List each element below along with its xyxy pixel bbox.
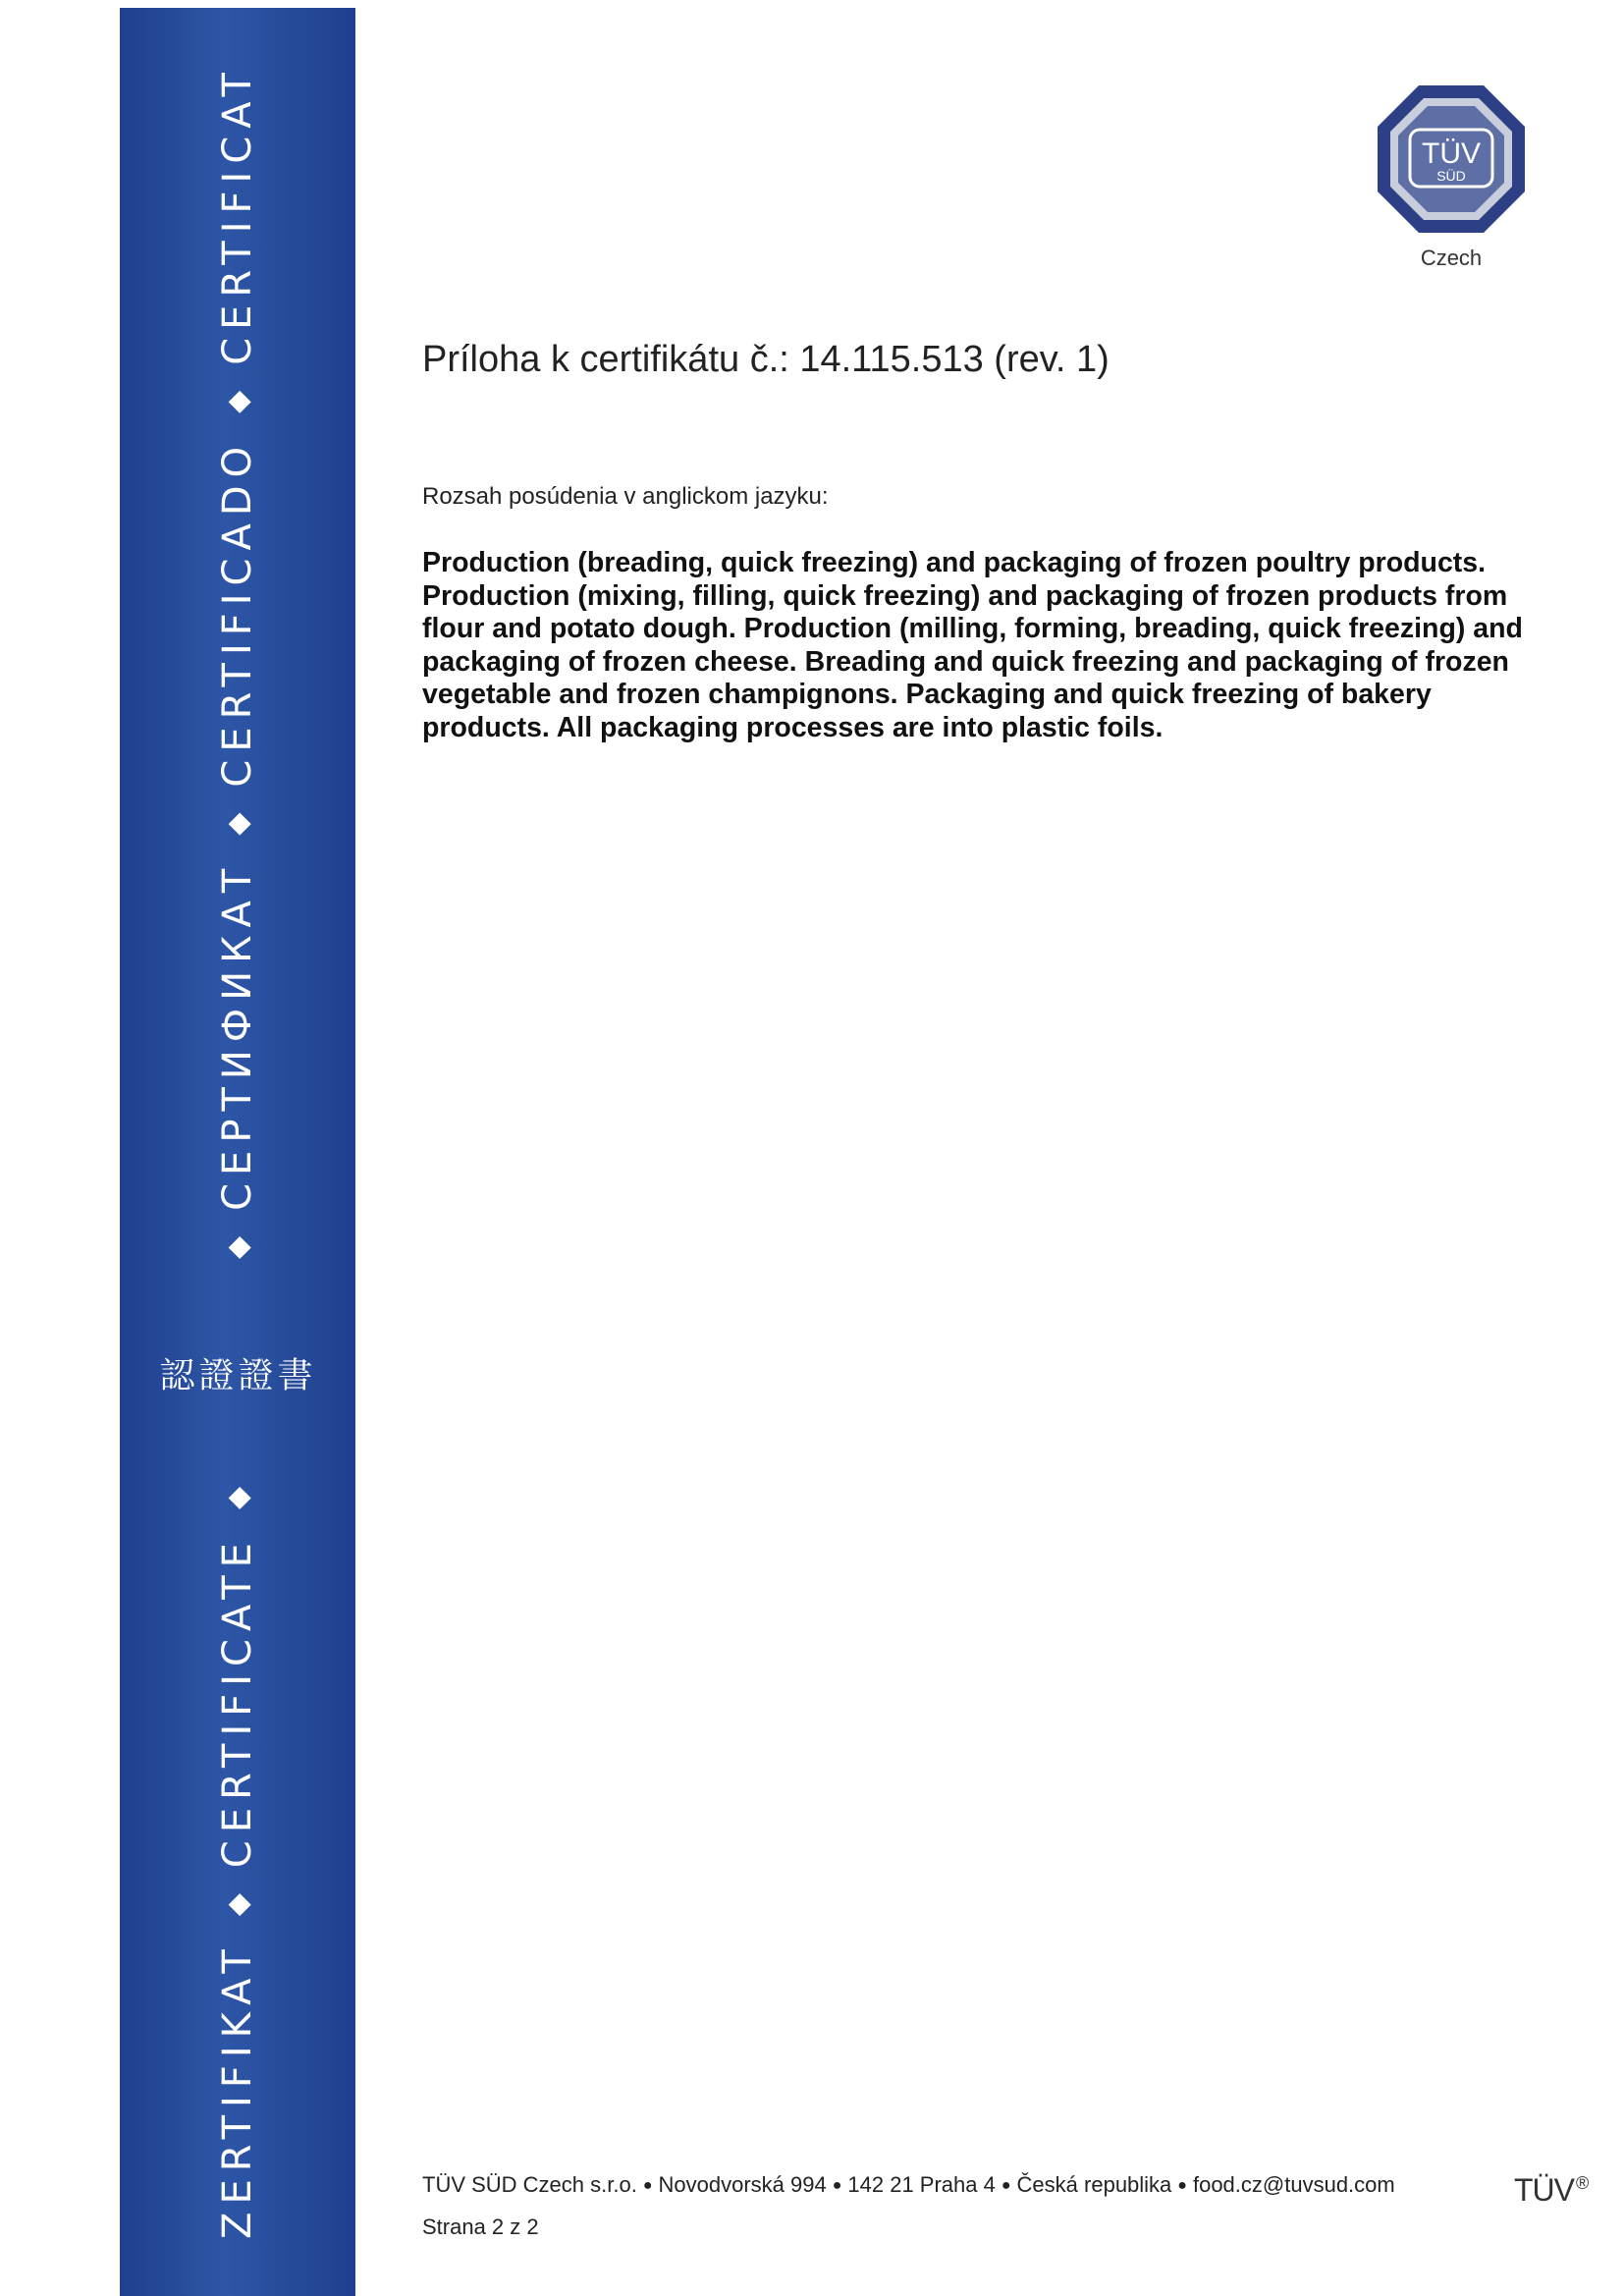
footer-tuv-logo bbox=[1514, 2172, 1588, 2209]
footer-address-part: food.cz@tuvsud.com bbox=[1192, 2172, 1395, 2197]
diamond-separator-icon: ◆ bbox=[220, 390, 255, 413]
sidebar-word: CERTIFICADO bbox=[215, 438, 260, 788]
sidebar-word: 認證證書 bbox=[158, 1355, 317, 1396]
sidebar-band-text bbox=[158, 65, 317, 2239]
diamond-separator-icon: ◆ bbox=[220, 812, 255, 836]
footer-address bbox=[422, 2172, 1395, 2198]
footer-address-part: TÜV SÜD Czech s.r.o. bbox=[422, 2172, 637, 2197]
diamond-separator-icon: ◆ bbox=[220, 1235, 255, 1259]
registered-mark: ® bbox=[1576, 2173, 1589, 2194]
logo-sub-text: SÜD bbox=[1436, 168, 1466, 184]
diamond-separator-icon: ◆ bbox=[220, 1893, 255, 1917]
certificate-sidebar-band bbox=[120, 8, 355, 2296]
sidebar-word: CERTIFICAT bbox=[215, 65, 260, 365]
scope-text: Production (breading, quick freezing) and packaging of frozen poultry products. Production (mixing, filling, quick freezing) and packaging of frozen products from flour and potato dough. Production (milling, forming, breading, quick freezing) and packaging of frozen cheese. Breading and quick freezing and packaging of frozen vegetable and frozen champignons. Packaging and quick freezing of bakery products. All packaging processes are into plastic foils. bbox=[422, 547, 1523, 743]
bullet-separator-icon: ● bbox=[832, 2177, 842, 2195]
sidebar-word: CERTIFICATE bbox=[215, 1535, 260, 1869]
bullet-separator-icon: ● bbox=[642, 2177, 653, 2195]
bullet-separator-icon: ● bbox=[1177, 2177, 1187, 2195]
footer-logo-text: TÜV bbox=[1514, 2172, 1574, 2208]
tuv-sud-logo bbox=[1373, 81, 1530, 238]
page-title: Príloha k certifikátu č.: 14.115.513 (rev. 1) bbox=[422, 339, 1110, 380]
page-number: Strana 2 z 2 bbox=[422, 2214, 539, 2239]
sidebar-word: ZERTIFIKAT bbox=[215, 1941, 260, 2239]
footer-address-part: 142 21 Praha 4 bbox=[847, 2172, 996, 2197]
footer-address-part: Novodvorská 994 bbox=[658, 2172, 827, 2197]
logo-main-text: TÜV bbox=[1422, 137, 1481, 170]
sidebar-word: СЕРТИФИКАТ bbox=[215, 860, 260, 1211]
logo-caption: Czech bbox=[1420, 246, 1483, 270]
diamond-separator-icon: ◆ bbox=[220, 1486, 255, 1510]
footer-address-part: Česká republika bbox=[1016, 2172, 1172, 2197]
scope-label: Rozsah posúdenia v anglickom jazyku: bbox=[422, 483, 829, 510]
bullet-separator-icon: ● bbox=[1001, 2177, 1011, 2195]
